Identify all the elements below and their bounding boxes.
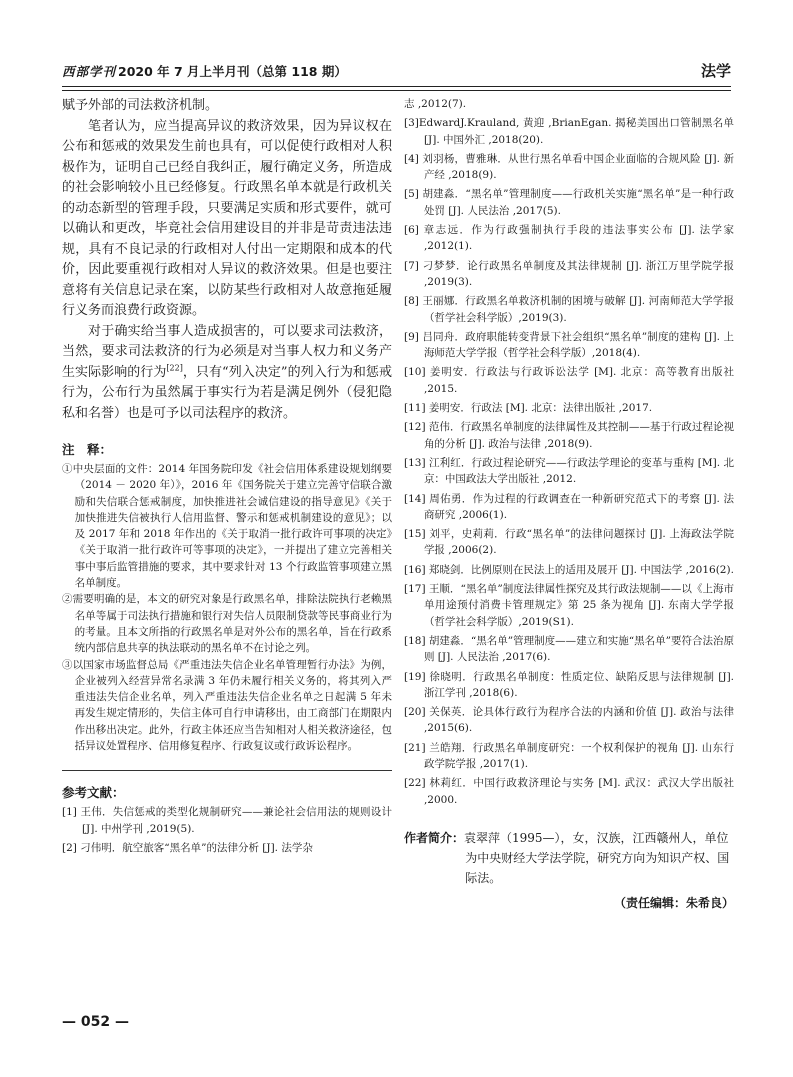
right-column [404,96,734,911]
left-column [62,96,392,859]
header-rule [62,86,731,87]
paragraph-2: 笔者认为，应当提高异议的救济效果，因为异议权在公布和惩戒的效果发生前也具有，可以促使行政相对人积极作为，证明自己已经自我纠正，履行确定义务，所造成的社会影响较小且已经修复。行政黑名单本就是行政机关的动态新型的管理手段，只要满足实质和形式要件，就可以确认和更改，毕竟社会信用建设目的并非是苛责违法违规，具有不良记录的行政相对人付出一定期限和成本的代价，因此要重视行政相对人异议的救济效果。但是也要注意将有关信息记录在案，以防某些行政相对人故意拖延履行义务而浪费行政资源。 [62,118,392,318]
journal-logo: 西部学刊 [62,64,117,79]
paragraph-3-text-a: 对于确实给当事人造成损害的，可以要求司法救济，当然，要求司法救济的行为必须是对当事人权力和义务产生实际影响的行为 [62,323,392,380]
reference-12: [12] 范伟．行政黑名单制度的法律属性及其控制——基于行政过程论视角的分析 [J]. 政治与法律 ,2018(9). [404,421,734,450]
reference-10: [10] 姜明安．行政法与行政诉讼法学 [M]. 北京：高等教育出版社 ,2015. [404,366,734,395]
reference-22: [22] 林莉红．中国行政救济理论与实务 [M]. 武汉：武汉大学出版社 ,2000. [404,777,734,806]
reference-6: [6] 章志远．作为行政强制执行手段的违法事实公布 [J]. 法学家 ,2012(1). [404,224,734,253]
reference-1: [1] 王伟．失信惩戒的类型化规制研究——兼论社会信用法的规则设计 [J]. 中州学刊 ,2019(5). [62,806,392,835]
paragraph-3 [62,322,392,425]
reference-13: [13] 江利红．行政过程论研究——行政法学理论的变革与重构 [M]. 北京：中国政法大学出版社 ,2012. [404,456,734,486]
reference-2-cont: 志 ,2012(7). [404,98,467,110]
citation-22: [22] [166,363,183,373]
note-2: ②需要明确的是，本文的研究对象是行政黑名单，排除法院执行老赖黑名单等属于司法执行措施和银行对失信人员限制贷款等民事商业行为的考量。且本文所指的行政黑名单是对外公布的黑名单，旨在行政系统内部信息共享的执法联动的黑名单不在讨论之列。 [62,593,392,655]
reference-16: [16] 郑晓剑．比例原则在民法上的适用及展开 [J]. 中国法学 ,2016(2). [404,563,734,576]
author-bio-text [404,828,734,888]
responsible-editor: （责任编辑：朱希良） [613,895,734,910]
reference-5: [5] 胡建淼．“黑名单”管理制度——行政机关实施“黑名单”是一种行政处罚 [J]. 人民法治 ,2017(5). [404,188,734,217]
reference-7: [7] 刁梦梦．论行政黑名单制度及其法律规制 [J]. 浙江万里学院学报 ,2019(3). [404,259,734,288]
reference-15: [15] 刘平，史莉莉．行政“黑名单”的法律问题探讨 [J]. 上海政法学院学报 ,2006(2). [404,528,734,557]
reference-9: [9] 吕同舟．政府职能转变背景下社会组织“黑名单”制度的建构 [J]. 上海师范大学学报（哲学社会科学版）,2018(4). [404,330,734,360]
references-divider [62,770,392,771]
author-bio [404,828,734,888]
reference-17: [17] 王顺．“黑名单”制度法律属性探究及其行政法规制——以《上海市单用途预付消费卡管理规定》第 25 条为视角 [J]. 东南大学学报（哲学社会科学版）,2019(S1). [404,583,734,628]
paragraph-3-text-b: ，只有“列入决定”的列入行为和惩戒行为，公布行为虽然属于事实行为若是满足例外（侵犯隐私和名誉）也是可予以司法程序的救济。 [62,364,392,421]
author-details: 袁翠萍（1995—），女，汉族，江西赣州人，单位为中央财经大学法学院，研究方向为知识产权、国际法。 [464,830,730,885]
reference-18: [18] 胡建淼．“黑名单”管理制度——建立和实施“黑名单”要符合法治原则 [J]. 人民法治 ,2017(6). [404,634,734,664]
reference-3: [3]EdwardJ.Krauland, 黄迎 ,BrianEgan. 揭秘美国出口管制黑名单 [J]. 中国外汇 ,2018(20). [404,117,734,146]
reference-4: [4] 刘羽杨，曹雅琳．从世行黑名单看中国企业面临的合规风险 [J]. 新产经 ,2018(9). [404,152,734,182]
notes-title: 注 释： [62,442,113,457]
reference-8: [8] 王丽娜．行政黑名单救济机制的困境与破解 [J]. 河南师范大学学报（哲学社会科学版）,2019(3). [404,295,734,324]
issue-label: 2020 年 7 月上半月刊（总第 118 期） [118,64,347,79]
reference-21: [21] 兰皓翔．行政黑名单制度研究：一个权利保护的视角 [J]. 山东行政学院学报 ,2017(1). [404,741,734,770]
reference-20: [20] 关保英．论具体行政行为程序合法的内涵和价值 [J]. 政治与法律 ,2015(6). [404,706,734,735]
note-1: ①中央层面的文件：2014 年国务院印发《社会信用体系建设规划纲要（2014 － 2020 年）》，2016 年《国务院关于建立完善守信联合激励和失信联合惩戒制度，加快推进社会诚信建设的指导意见》《关于加快推进失信被执行人信用监督、警示和惩戒机制建设的意见》；以及 2017 年和 2018 年作出的《关于取消一批行政许可事项的决定》《关于取消一批行政许可等事项的决定》，一并提出了建立完善相关事中事后监管措施的要求，其中要求针对 13 个行政监管事项建立黑名单制度。 [62,463,392,590]
reference-2: [2] 刁伟明．航空旅客“黑名单”的法律分析 [J]. 法学杂 [62,841,313,854]
reference-19: [19] 徐晓明．行政黑名单制度：性质定位、缺陷反思与法律规制 [J]. 浙江学刊 ,2018(6). [404,670,734,699]
header-rule-thin [62,90,731,91]
journal-issue [62,62,347,80]
page-number: — 052 — [62,1014,129,1030]
reference-11: [11] 姜明安．行政法 [M]. 北京：法律出版社 ,2017. [404,402,653,415]
note-3: ③以国家市场监督总局《严重违法失信企业名单管理暂行办法》为例，企业被列入经营异常名录满 3 年仍未履行相关义务的，将其列入严重违法失信企业名单，列入严重违法失信企业名单之日起满 5 年未再发生规定情形的，失信主体可自行申请移出，由工商部门在期限内作出移出决定。此外，行政主体还应当告知相对人相关救济途径，包括异议处置程序、信用修复程序、行政复议或行政诉讼程序。 [62,658,392,753]
reference-14: [14] 周佑勇．作为过程的行政调查在一种新研究范式下的考察 [J]. 法商研究 ,2006(1). [404,492,734,521]
references-title: 参考文献： [62,785,125,801]
section-title: 法学 [700,62,731,80]
author-label: 作者简介： [404,830,465,845]
paragraph-1: 赋予外部的司法救济机制。 [62,98,219,113]
page-header [62,60,731,86]
